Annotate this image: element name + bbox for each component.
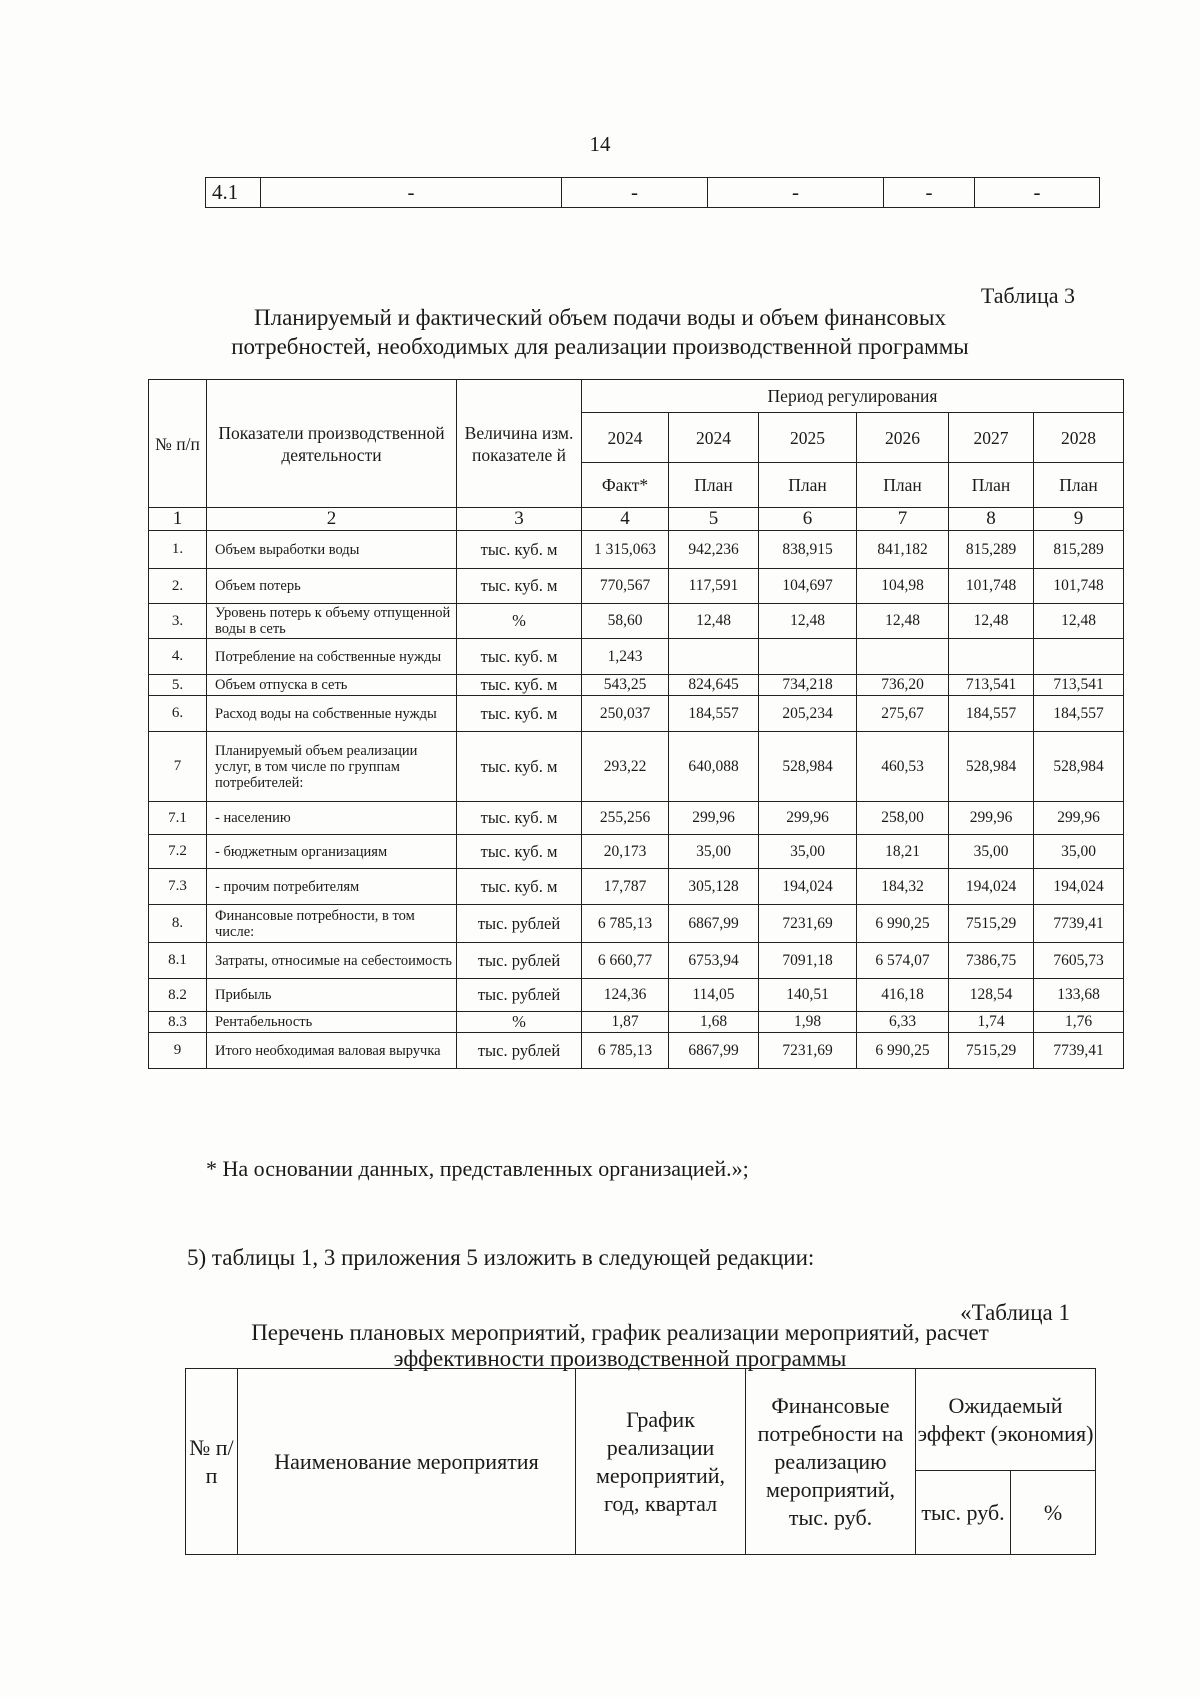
table-cell: - bbox=[708, 178, 884, 208]
header-year: 2028 bbox=[1034, 413, 1124, 463]
row-number: 8. bbox=[149, 905, 207, 943]
row-unit: тыс. рублей bbox=[457, 979, 582, 1012]
row-value bbox=[759, 639, 857, 675]
row-unit: тыс. куб. м bbox=[457, 835, 582, 869]
row-value: 713,541 bbox=[949, 675, 1034, 696]
row-value: 1,76 bbox=[1034, 1012, 1124, 1033]
row-value: 6 660,77 bbox=[582, 943, 669, 979]
row-value bbox=[949, 639, 1034, 675]
row-value: 35,00 bbox=[949, 835, 1034, 869]
row-value: 124,36 bbox=[582, 979, 669, 1012]
row-value: 815,289 bbox=[949, 531, 1034, 569]
row-value: 184,557 bbox=[949, 696, 1034, 732]
row-value: 640,088 bbox=[669, 732, 759, 802]
row-number: 7.2 bbox=[149, 835, 207, 869]
table-cell: - bbox=[261, 178, 562, 208]
table3 bbox=[148, 379, 1124, 1069]
row-indicator: - населению bbox=[207, 802, 457, 835]
row-value: 770,567 bbox=[582, 569, 669, 604]
column-number: 7 bbox=[857, 508, 949, 531]
row-unit: тыс. куб. м bbox=[457, 675, 582, 696]
header-indicator: Показатели производственной деятельности bbox=[207, 380, 457, 508]
table3-title-line2: потребностей, необходимых для реализации производственной программы bbox=[231, 334, 969, 359]
row-value: 7231,69 bbox=[759, 905, 857, 943]
table1-label: «Таблица 1 bbox=[960, 1300, 1070, 1325]
row-value: 35,00 bbox=[669, 835, 759, 869]
row-value: 114,05 bbox=[669, 979, 759, 1012]
row-value bbox=[1034, 639, 1124, 675]
header-year: 2026 bbox=[857, 413, 949, 463]
row-number: 8.1 bbox=[149, 943, 207, 979]
header-kind: План bbox=[949, 463, 1034, 508]
row-value: 416,18 bbox=[857, 979, 949, 1012]
row-value: 293,22 bbox=[582, 732, 669, 802]
table-row bbox=[149, 569, 1124, 604]
row-number: 8.2 bbox=[149, 979, 207, 1012]
row-value: 6867,99 bbox=[669, 905, 759, 943]
row-value: 528,984 bbox=[759, 732, 857, 802]
header-kind: План bbox=[857, 463, 949, 508]
table3-label: Таблица 3 bbox=[980, 283, 1075, 308]
row-value: 255,256 bbox=[582, 802, 669, 835]
row-value: 299,96 bbox=[949, 802, 1034, 835]
row-value: 12,48 bbox=[949, 604, 1034, 639]
row-indicator: Объем выработки воды bbox=[207, 531, 457, 569]
row-value: 299,96 bbox=[759, 802, 857, 835]
row-value: 194,024 bbox=[1034, 869, 1124, 905]
row-value: 117,591 bbox=[669, 569, 759, 604]
row-value: 838,915 bbox=[759, 531, 857, 569]
table-row bbox=[149, 905, 1124, 943]
row-value: 275,67 bbox=[857, 696, 949, 732]
table-row bbox=[149, 869, 1124, 905]
header-year: 2024 bbox=[582, 413, 669, 463]
row-number: 2. bbox=[149, 569, 207, 604]
column-number: 4 bbox=[582, 508, 669, 531]
row-value: 824,645 bbox=[669, 675, 759, 696]
table-row bbox=[206, 178, 1100, 208]
row-unit: тыс. куб. м bbox=[457, 802, 582, 835]
row-indicator: Планируемый объем реализации услуг, в том числе по группам потребителей: bbox=[207, 732, 457, 802]
t1-header-finance: Финансовые потребности на реализацию мероприятий, тыс. руб. bbox=[746, 1369, 916, 1555]
row-indicator: Уровень потерь к объему отпущенной воды в сеть bbox=[207, 604, 457, 639]
row-value: 128,54 bbox=[949, 979, 1034, 1012]
row-value: 7386,75 bbox=[949, 943, 1034, 979]
row-value: 258,00 bbox=[857, 802, 949, 835]
header-unit: Величина изм. показателе й bbox=[457, 380, 582, 508]
row-value: 7605,73 bbox=[1034, 943, 1124, 979]
row-value: 6867,99 bbox=[669, 1033, 759, 1069]
table3-title bbox=[150, 303, 1050, 361]
row-value: 1,98 bbox=[759, 1012, 857, 1033]
row-value: 1,243 bbox=[582, 639, 669, 675]
column-number: 1 bbox=[149, 508, 207, 531]
header-kind: План bbox=[759, 463, 857, 508]
t1-header-effect: Ожидаемый эффект (экономия) bbox=[916, 1369, 1096, 1471]
row-value: 6 785,13 bbox=[582, 905, 669, 943]
table1-title-line2: эффективности производственной программы bbox=[393, 1346, 847, 1371]
row-value: 6 574,07 bbox=[857, 943, 949, 979]
table-row bbox=[149, 696, 1124, 732]
row-value: 101,748 bbox=[949, 569, 1034, 604]
row-indicator: - бюджетным организациям bbox=[207, 835, 457, 869]
table-cell: - bbox=[884, 178, 975, 208]
t1-header-name: Наименование мероприятия bbox=[238, 1369, 576, 1555]
row-value: 205,234 bbox=[759, 696, 857, 732]
table-cell: - bbox=[562, 178, 708, 208]
row-value: 133,68 bbox=[1034, 979, 1124, 1012]
row-value: 734,218 bbox=[759, 675, 857, 696]
row-number: 7.3 bbox=[149, 869, 207, 905]
row-value: 942,236 bbox=[669, 531, 759, 569]
row-indicator: Затраты, относимые на себестоимость bbox=[207, 943, 457, 979]
column-number: 9 bbox=[1034, 508, 1124, 531]
row-unit: тыс. куб. м bbox=[457, 869, 582, 905]
table-row bbox=[149, 802, 1124, 835]
row-value: 35,00 bbox=[1034, 835, 1124, 869]
row-number: 7 bbox=[149, 732, 207, 802]
column-number: 6 bbox=[759, 508, 857, 531]
table-row bbox=[149, 1033, 1124, 1069]
table1-title-line1: Перечень плановых мероприятий, график реализации мероприятий, расчет bbox=[251, 1320, 989, 1345]
row-value: 528,984 bbox=[1034, 732, 1124, 802]
row-value: 104,98 bbox=[857, 569, 949, 604]
row-value: 7091,18 bbox=[759, 943, 857, 979]
row-value: 543,25 bbox=[582, 675, 669, 696]
t1-header-effect-pct: % bbox=[1011, 1471, 1096, 1555]
table-cell: - bbox=[975, 178, 1100, 208]
table-row bbox=[149, 531, 1124, 569]
row-value: 736,20 bbox=[857, 675, 949, 696]
table1-title bbox=[170, 1320, 1070, 1372]
row-value: 6 990,25 bbox=[857, 1033, 949, 1069]
row-value bbox=[857, 639, 949, 675]
row-number: 4.1 bbox=[206, 178, 261, 208]
header-year: 2025 bbox=[759, 413, 857, 463]
row-value: 194,024 bbox=[949, 869, 1034, 905]
row-value: 6753,94 bbox=[669, 943, 759, 979]
row-value: 528,984 bbox=[949, 732, 1034, 802]
table-row bbox=[149, 732, 1124, 802]
row-number: 8.3 bbox=[149, 1012, 207, 1033]
row-value: 12,48 bbox=[857, 604, 949, 639]
row-value: 12,48 bbox=[759, 604, 857, 639]
row-unit: тыс. рублей bbox=[457, 1033, 582, 1069]
row-unit: тыс. куб. м bbox=[457, 639, 582, 675]
row-indicator: Расход воды на собственные нужды bbox=[207, 696, 457, 732]
row-value: 1,87 bbox=[582, 1012, 669, 1033]
table-row bbox=[149, 639, 1124, 675]
row-unit: % bbox=[457, 1012, 582, 1033]
header-kind: Факт* bbox=[582, 463, 669, 508]
row-unit: тыс. рублей bbox=[457, 905, 582, 943]
row-value: 250,037 bbox=[582, 696, 669, 732]
table3-title-line1: Планируемый и фактический объем подачи воды и объем финансовых bbox=[254, 305, 946, 330]
column-number: 2 bbox=[207, 508, 457, 531]
row-indicator: Финансовые потребности, в том числе: bbox=[207, 905, 457, 943]
t1-header-schedule: График реализации мероприятий, год, квартал bbox=[576, 1369, 746, 1555]
row-unit: % bbox=[457, 604, 582, 639]
table-row bbox=[149, 675, 1124, 696]
row-value bbox=[669, 639, 759, 675]
row-number: 7.1 bbox=[149, 802, 207, 835]
row-value: 460,53 bbox=[857, 732, 949, 802]
column-number: 5 bbox=[669, 508, 759, 531]
row-value: 7739,41 bbox=[1034, 1033, 1124, 1069]
row-indicator: Потребление на собственные нужды bbox=[207, 639, 457, 675]
column-number: 8 bbox=[949, 508, 1034, 531]
row-value: 6 785,13 bbox=[582, 1033, 669, 1069]
row-value: 184,557 bbox=[669, 696, 759, 732]
table-row bbox=[149, 604, 1124, 639]
row-number: 9 bbox=[149, 1033, 207, 1069]
row-value: 35,00 bbox=[759, 835, 857, 869]
row-value: 7739,41 bbox=[1034, 905, 1124, 943]
row-value: 299,96 bbox=[669, 802, 759, 835]
row-value: 1,68 bbox=[669, 1012, 759, 1033]
header-period: Период регулирования bbox=[582, 380, 1124, 413]
page-number: 14 bbox=[589, 132, 611, 156]
column-number: 3 bbox=[457, 508, 582, 531]
row-value: 12,48 bbox=[1034, 604, 1124, 639]
continuation-table bbox=[205, 177, 1100, 208]
row-indicator: Объем отпуска в сеть bbox=[207, 675, 457, 696]
row-unit: тыс. куб. м bbox=[457, 732, 582, 802]
row-unit: тыс. куб. м bbox=[457, 531, 582, 569]
row-value: 713,541 bbox=[1034, 675, 1124, 696]
header-num: № п/п bbox=[149, 380, 207, 508]
table-row bbox=[149, 835, 1124, 869]
row-value: 1,74 bbox=[949, 1012, 1034, 1033]
row-unit: тыс. рублей bbox=[457, 943, 582, 979]
header-year: 2024 bbox=[669, 413, 759, 463]
row-value: 20,173 bbox=[582, 835, 669, 869]
row-value: 7231,69 bbox=[759, 1033, 857, 1069]
row-value: 6,33 bbox=[857, 1012, 949, 1033]
table-row bbox=[149, 943, 1124, 979]
row-value: 6 990,25 bbox=[857, 905, 949, 943]
row-value: 17,787 bbox=[582, 869, 669, 905]
paragraph-5: 5) таблицы 1, 3 приложения 5 изложить в следующей редакции: bbox=[187, 1245, 815, 1270]
row-indicator: Рентабельность bbox=[207, 1012, 457, 1033]
row-value: 299,96 bbox=[1034, 802, 1124, 835]
table1 bbox=[185, 1368, 1096, 1555]
row-indicator: Прибыль bbox=[207, 979, 457, 1012]
row-value: 7515,29 bbox=[949, 905, 1034, 943]
row-value: 1 315,063 bbox=[582, 531, 669, 569]
row-value: 7515,29 bbox=[949, 1033, 1034, 1069]
header-kind: План bbox=[1034, 463, 1124, 508]
row-indicator: Объем потерь bbox=[207, 569, 457, 604]
table3-footnote: * На основании данных, представленных организацией.»; bbox=[206, 1156, 749, 1181]
row-unit: тыс. куб. м bbox=[457, 696, 582, 732]
table-row bbox=[149, 1012, 1124, 1033]
row-value: 104,697 bbox=[759, 569, 857, 604]
row-value: 305,128 bbox=[669, 869, 759, 905]
row-unit: тыс. куб. м bbox=[457, 569, 582, 604]
row-number: 6. bbox=[149, 696, 207, 732]
table-row bbox=[149, 979, 1124, 1012]
row-value: 58,60 bbox=[582, 604, 669, 639]
t1-header-num: № п/ п bbox=[186, 1369, 238, 1555]
row-value: 194,024 bbox=[759, 869, 857, 905]
row-value: 184,557 bbox=[1034, 696, 1124, 732]
header-year: 2027 bbox=[949, 413, 1034, 463]
header-kind: План bbox=[669, 463, 759, 508]
t1-header-effect-rub: тыс. руб. bbox=[916, 1471, 1011, 1555]
row-value: 18,21 bbox=[857, 835, 949, 869]
row-value: 101,748 bbox=[1034, 569, 1124, 604]
row-number: 3. bbox=[149, 604, 207, 639]
row-value: 815,289 bbox=[1034, 531, 1124, 569]
row-indicator: - прочим потребителям bbox=[207, 869, 457, 905]
row-indicator: Итого необходимая валовая выручка bbox=[207, 1033, 457, 1069]
row-number: 4. bbox=[149, 639, 207, 675]
row-value: 184,32 bbox=[857, 869, 949, 905]
row-value: 12,48 bbox=[669, 604, 759, 639]
row-value: 841,182 bbox=[857, 531, 949, 569]
row-value: 140,51 bbox=[759, 979, 857, 1012]
row-number: 1. bbox=[149, 531, 207, 569]
row-number: 5. bbox=[149, 675, 207, 696]
